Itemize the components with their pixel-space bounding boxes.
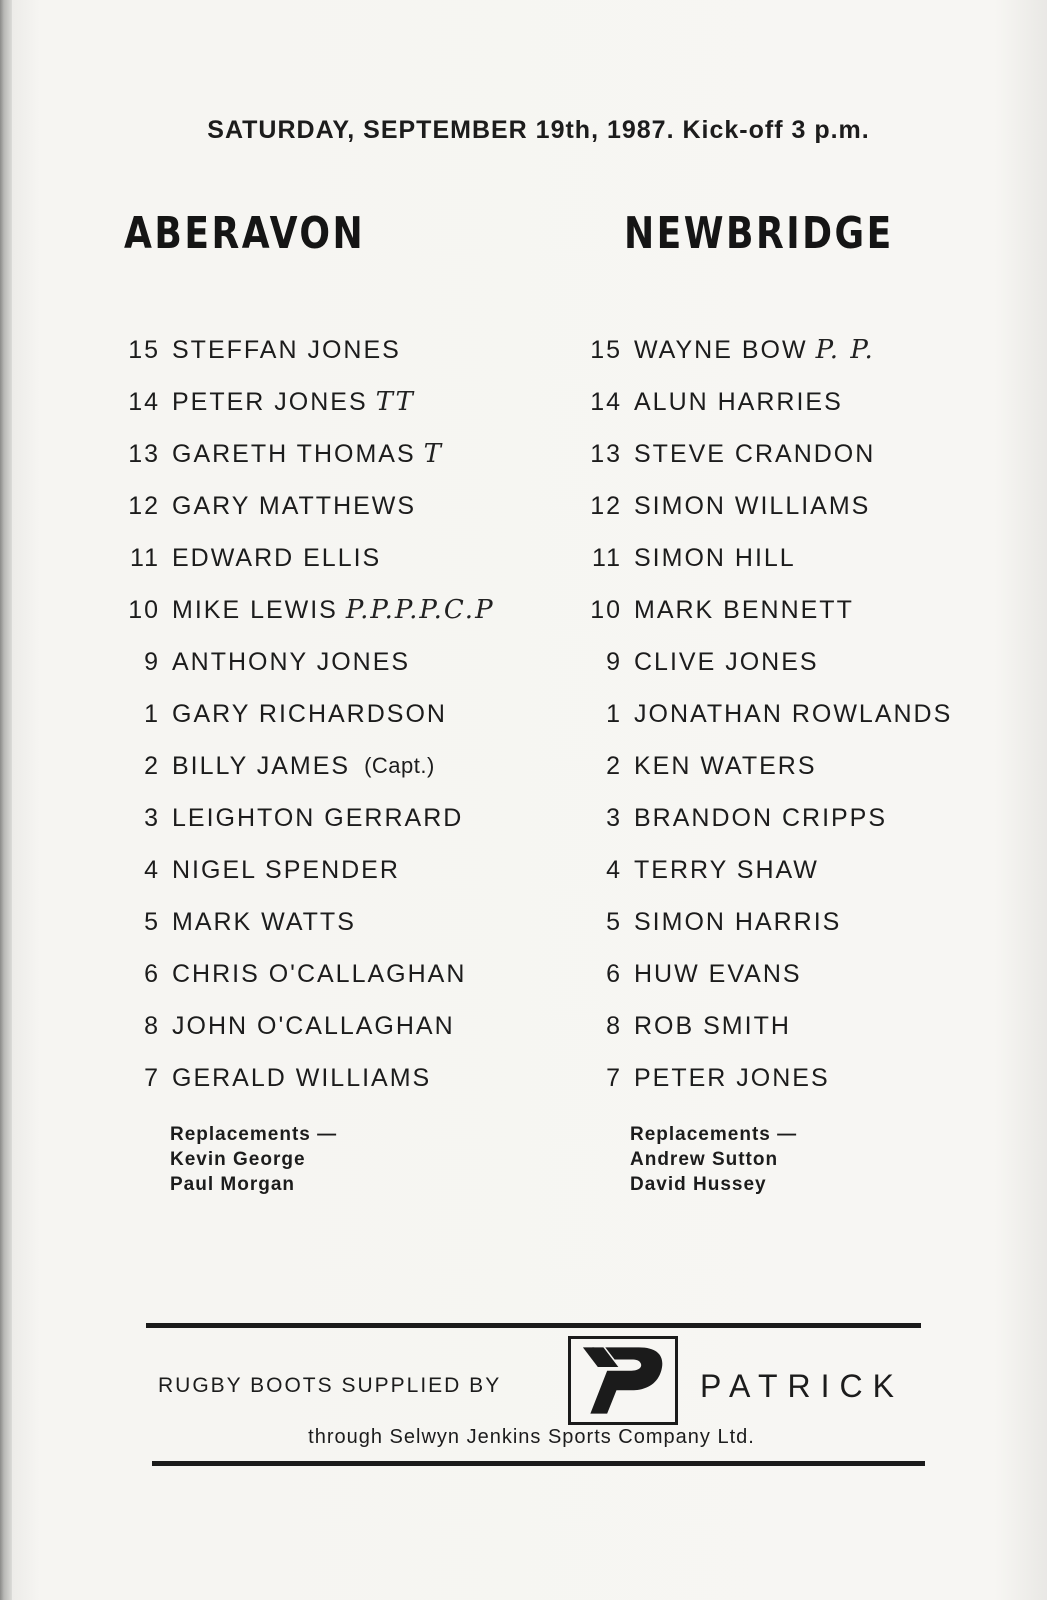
replacements-label: Replacements — [630,1124,798,1145]
player-name: JOHN O'CALLAGHAN [172,1011,455,1040]
player-row [114,948,495,1000]
replacement-player: Andrew Sutton [630,1149,779,1170]
player-row [576,688,952,740]
player-number: 6 [606,959,622,988]
player-row [576,480,952,532]
player-number: 15 [590,335,622,364]
player-name: EDWARD ELLIS [172,543,382,572]
away-team-lineup [576,324,952,1104]
player-number: 2 [606,751,622,780]
player-name: PETER JONES [634,1063,830,1092]
away-replacements [630,1122,797,1197]
player-name: CLIVE JONES [634,647,819,676]
player-number: 15 [128,335,160,364]
player-name: WAYNE BOW [634,335,808,364]
player-number: 7 [606,1063,622,1092]
player-number: 3 [606,803,622,832]
player-name: LEIGHTON GERRARD [172,803,464,832]
sponsor-supplied-by: RUGBY BOOTS SUPPLIED BY [158,1374,502,1397]
home-team-lineup [114,324,495,1104]
player-number: 2 [144,751,160,780]
player-number: 10 [128,595,160,624]
player-name: SIMON HILL [634,543,796,572]
player-name: GARY RICHARDSON [172,699,447,728]
handwritten-annotation: P.P.P.P.C.P [345,595,495,625]
player-number: 1 [606,699,622,728]
player-row [114,584,495,636]
player-number: 3 [144,803,160,832]
replacement-player: David Hussey [630,1174,767,1195]
player-number: 11 [592,543,622,572]
replacement-player: Kevin George [170,1149,306,1170]
divider-bottom [152,1461,925,1466]
player-number: 10 [590,595,622,624]
player-number: 5 [144,907,160,936]
player-number: 12 [128,491,160,520]
player-row [576,792,952,844]
captain-note: (Capt.) [364,753,435,778]
away-team-name: NEWBRIDGE [624,208,894,259]
divider-top [146,1323,921,1328]
player-row [114,376,495,428]
player-row [114,480,495,532]
replacement-player: Paul Morgan [170,1174,296,1195]
player-number: 8 [606,1011,622,1040]
player-name: JONATHAN ROWLANDS [634,699,953,728]
sponsor-through-line: through Selwyn Jenkins Sports Company Ltd. [308,1426,755,1448]
player-name: PETER JONES [172,387,368,416]
player-name: SIMON WILLIAMS [634,491,871,520]
player-number: 5 [606,907,622,936]
home-team-name: ABERAVON [124,208,366,259]
player-name: ANTHONY JONES [172,647,411,676]
sponsor-brand-name: PATRICK [700,1368,904,1404]
player-name: MARK BENNETT [634,595,854,624]
player-name: MIKE LEWIS [172,595,338,624]
player-row [576,1000,952,1052]
player-row [576,844,952,896]
player-row [576,584,952,636]
handwritten-annotation: T [423,439,443,469]
player-number: 1 [144,699,160,728]
player-number: 4 [606,855,622,884]
player-name: KEN WATERS [634,751,817,780]
player-name: SIMON HARRIS [634,907,842,936]
player-row [576,636,952,688]
player-number: 6 [144,959,160,988]
player-row [114,428,495,480]
player-name: STEFFAN JONES [172,335,401,364]
player-number: 14 [590,387,622,416]
player-number: 14 [128,387,160,416]
page-edge-shadow [0,0,12,1600]
player-name: BRANDON CRIPPS [634,803,888,832]
player-name: STEVE CRANDON [634,439,876,468]
player-name: HUW EVANS [634,959,802,988]
player-number: 13 [128,439,160,468]
player-row [576,532,952,584]
player-number: 11 [130,543,160,572]
player-number: 9 [144,647,160,676]
player-row [576,376,952,428]
player-row [114,1052,495,1104]
player-row [114,896,495,948]
player-row [576,324,952,376]
player-number: 9 [606,647,622,676]
player-row [576,1052,952,1104]
player-name: ALUN HARRIES [634,387,843,416]
player-row [114,740,495,792]
match-date-line: SATURDAY, SEPTEMBER 19th, 1987. Kick-off 3 p.m. [207,116,870,144]
player-number: 12 [590,491,622,520]
player-number: 8 [144,1011,160,1040]
player-name: ROB SMITH [634,1011,791,1040]
handwritten-annotation: TT [375,387,415,417]
player-row [114,688,495,740]
player-row [114,532,495,584]
player-row [114,324,495,376]
player-name: TERRY SHAW [634,855,819,884]
player-row [114,636,495,688]
player-row [114,1000,495,1052]
player-name: GARY MATTHEWS [172,491,417,520]
player-name: CHRIS O'CALLAGHAN [172,959,467,988]
player-number: 7 [144,1063,160,1092]
player-name: GERALD WILLIAMS [172,1063,432,1092]
player-name: MARK WATTS [172,907,356,936]
patrick-p-logo-icon [568,1336,678,1425]
player-number: 4 [144,855,160,884]
player-row [114,792,495,844]
handwritten-annotation: P. P. [815,335,875,365]
player-row [576,948,952,1000]
home-replacements [170,1122,337,1197]
player-number: 13 [590,439,622,468]
player-row [576,896,952,948]
replacements-label: Replacements — [170,1124,338,1145]
player-row [576,428,952,480]
player-row [114,844,495,896]
player-row [576,740,952,792]
player-name: NIGEL SPENDER [172,855,400,884]
player-name: GARETH THOMAS [172,439,416,468]
player-name: BILLY JAMES [172,751,351,780]
